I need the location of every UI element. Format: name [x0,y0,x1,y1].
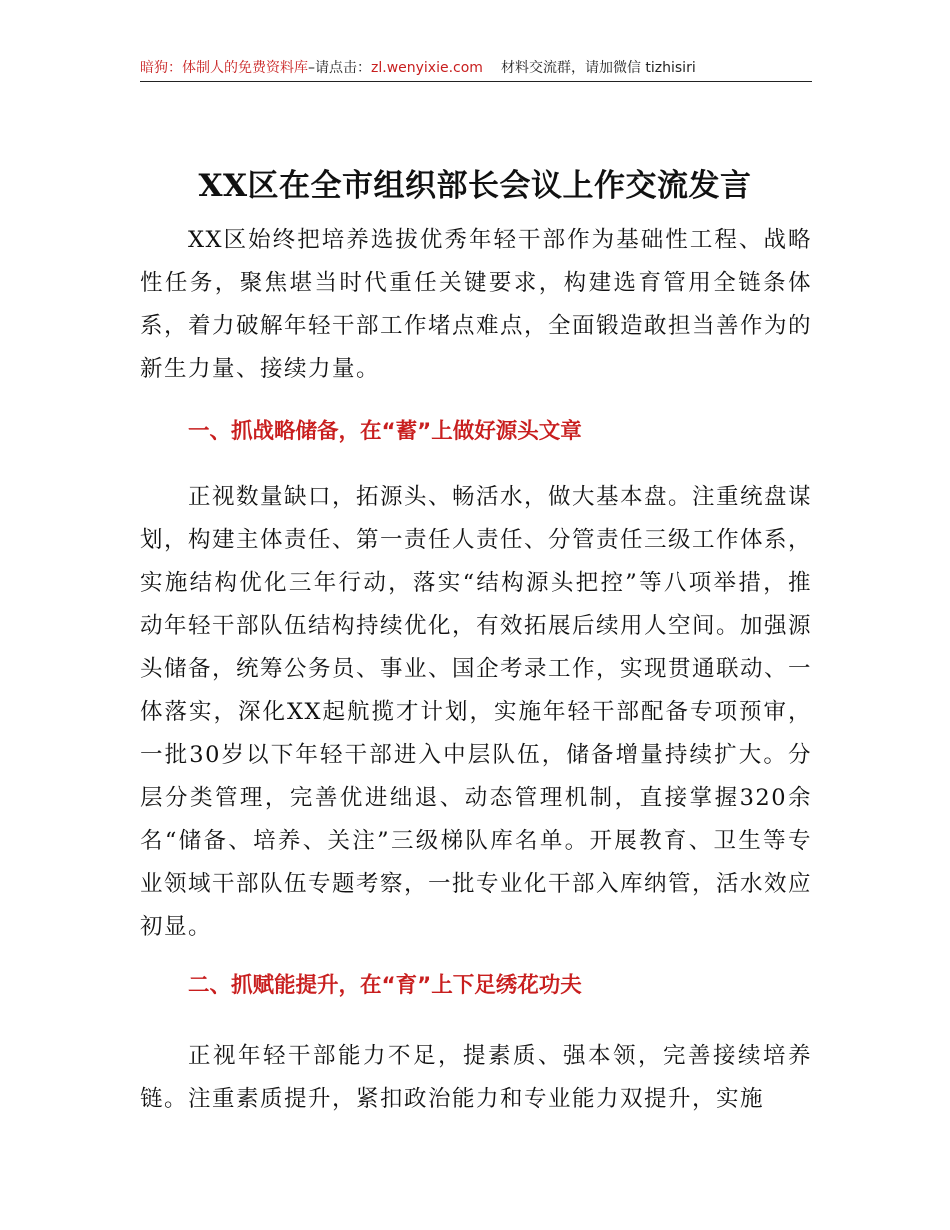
section-paragraph-1: 正视数量缺口，拓源头、畅活水，做大基本盘。注重统盘谋划，构建主体责任、第一责任人责任、分管责任三级工作体系，实施结构优化三年行动，落实“结构源头把控”等八项举措，推动年轻干部队伍结构持续优化，有效拓展后续用人空间。加强源头储备，统筹公务员、事业、国企考录工作，实现贯通联动、一体落实，深化XX起航揽才计划，实施年轻干部配备专项预审，一批30岁以下年轻干部进入中层队伍，储备增量持续扩大。分层分类管理，完善优进绌退、动态管理机制，直接掌握320余名“储备、培养、关注”三级梯队库名单。开展教育、卫生等专业领域干部队伍专题考察，一批专业化干部入库纳管，活水效应初显。 [140,484,813,940]
intro-paragraph: XX区始终把培养选拔优秀年轻干部作为基础性工程、战略性任务，聚焦堪当时代重任关键要求，构建选育管用全链条体系，着力破解年轻干部工作堵点难点，全面锻造敢担当善作为的新生力量、接续力量。 [140,227,813,382]
section-paragraph-2: 正视年轻干部能力不足，提素质、强本领，完善接续培养链。注重素质提升，紧扣政治能力和专业能力双提升，实施 [140,1043,812,1112]
header-divider [140,81,812,82]
page-header [140,58,812,80]
header-site-label: 暗狗：体制人的免费资料库 [140,60,308,76]
header-group-note: 材料交流群，请加微信 tizhisiri [500,60,696,76]
header-link-prompt: –请点击： [308,60,371,76]
header-link-url[interactable]: zl.wenyixie.com [371,60,483,76]
document-title: XX区在全市组织部长会议上作交流发言 [198,167,752,204]
section-heading-1: 一、抓战略储备，在“蓄”上做好源头文章 [188,419,582,444]
section-heading-2: 二、抓赋能提升，在“育”上下足绣花功夫 [188,973,582,998]
